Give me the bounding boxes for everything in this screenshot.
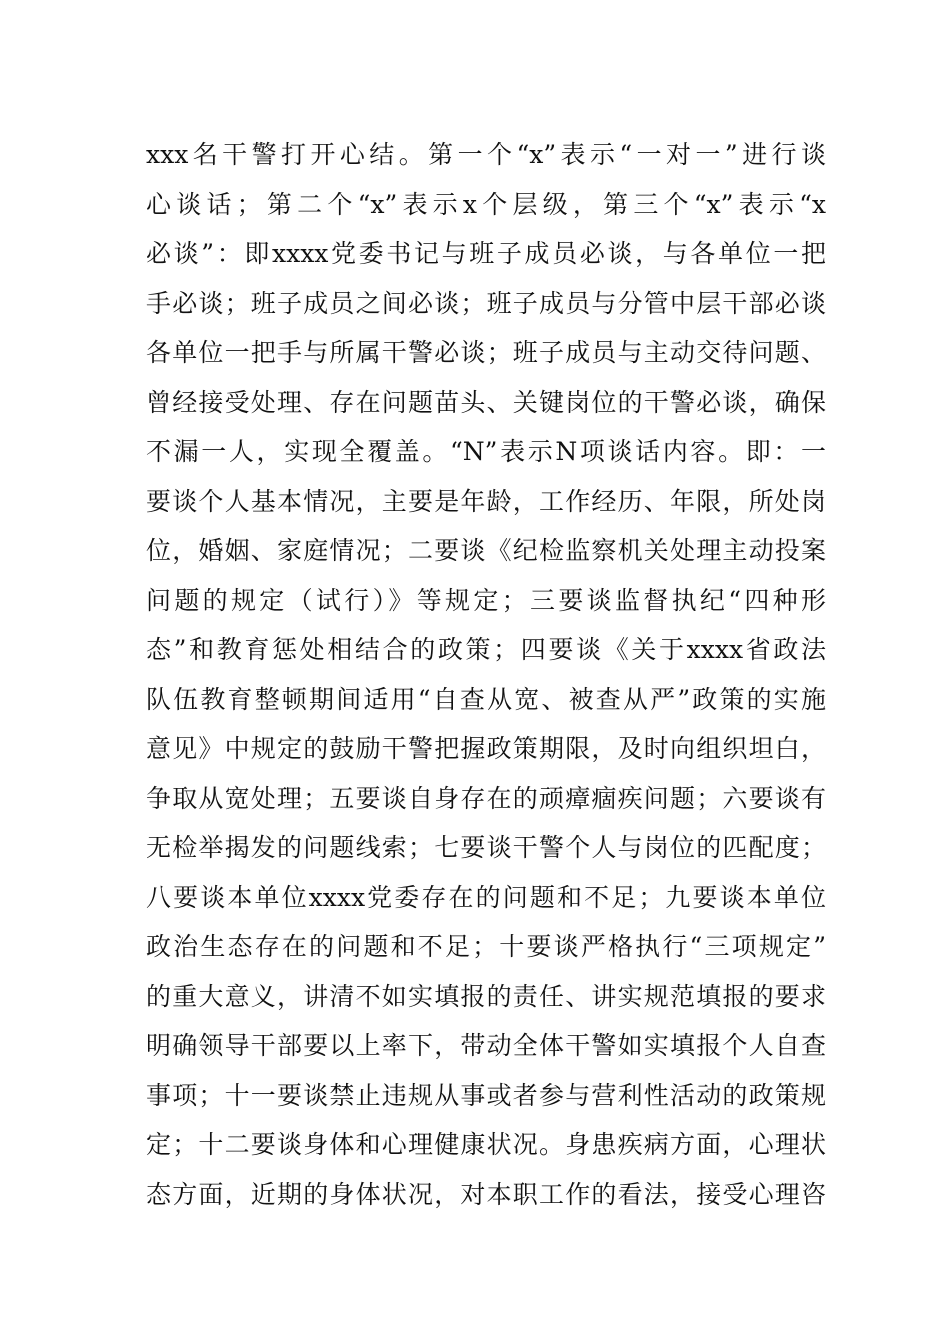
text-line: 明确领导干部要以上率下，带动全体干警如实填报个人自查 (146, 1031, 826, 1060)
text-line: 态”和教育惩处相结合的政策；四要谈《关于xxxx省政法 (146, 635, 826, 664)
text-line: 不漏一人，实现全覆盖。“N”表示N项谈话内容。即：一 (146, 437, 826, 466)
text-line: 态方面，近期的身体状况，对本职工作的看法，接受心理咨 (146, 1179, 826, 1209)
text-line: 意见》中规定的鼓励干警把握政策期限，及时向组织坦白， (146, 734, 826, 763)
text-line: 争取从宽处理；五要谈自身存在的顽瘴痼疾问题；六要谈有 (146, 783, 826, 813)
text-line: 事项；十一要谈禁止违规从事或者参与营利性活动的政策规 (146, 1080, 826, 1110)
text-line: 曾经接受处理、存在问题苗头、关键岗位的干警必谈，确保 (146, 387, 826, 417)
text-line: 各单位一把手与所属干警必谈；班子成员与主动交待问题、 (146, 338, 826, 367)
text-line: 的重大意义，讲清不如实填报的责任、讲实规范填报的要求 (146, 981, 826, 1011)
text-line: 队伍教育整顿期间适用“自查从宽、被查从严”政策的实施 (146, 684, 826, 714)
text-line: 要谈个人基本情况，主要是年龄，工作经历、年限，所处岗 (146, 486, 826, 516)
text-line: 手必谈；班子成员之间必谈；班子成员与分管中层干部必谈 (146, 288, 826, 318)
text-line: 八要谈本单位xxxx党委存在的问题和不足；九要谈本单位 (146, 882, 826, 912)
text-line: 必谈”：即xxxx党委书记与班子成员必谈，与各单位一把 (146, 239, 826, 268)
text-line: xxx名干警打开心结。第一个“x”表示“一对一”进行谈 (146, 140, 826, 169)
text-line: 政治生态存在的问题和不足；十要谈严格执行“三项规定” (146, 932, 826, 961)
text-line: 问题的规定（试行）》等规定；三要谈监督执纪“四种形 (146, 585, 826, 615)
text-line: 无检举揭发的问题线索；七要谈干警个人与岗位的匹配度； (146, 833, 826, 862)
text-line: 位，婚姻、家庭情况；二要谈《纪检监察机关处理主动投案 (146, 536, 826, 565)
text-line: 定；十二要谈身体和心理健康状况。身患疾病方面，心理状 (146, 1130, 826, 1159)
body-paragraph (146, 130, 826, 1219)
text-line: 心谈话；第二个“x”表示x个层级，第三个“x”表示“x (146, 189, 826, 219)
